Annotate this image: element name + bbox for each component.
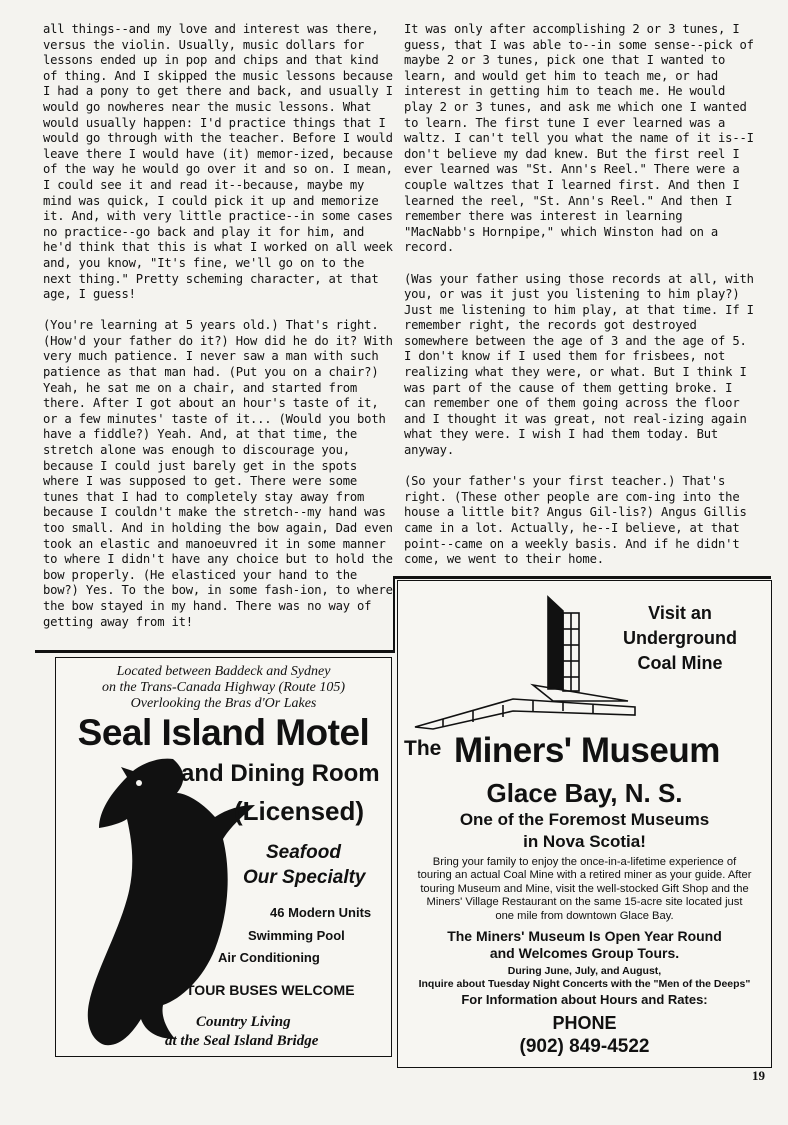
motel-seafood: Seafood <box>266 842 341 863</box>
motel-name: Seal Island Motel <box>77 712 370 753</box>
visit-coal-mine-text <box>605 601 755 676</box>
motel-specialty: Our Specialty <box>243 867 366 888</box>
motel-location <box>56 664 391 712</box>
museum-phone-label: PHONE <box>552 1013 617 1033</box>
museum-the: The <box>404 737 442 760</box>
motel-licensed: (Licensed) <box>234 796 365 826</box>
visit-line: Underground <box>623 628 737 648</box>
page-number: 19 <box>752 1068 765 1083</box>
museum-description: Bring your family to enjoy the once-in-a-lifetime experience of touring an actual Coal Mine with a retired miner as your guide. After touring Museum and Mine, visit the well-stocked Gift Shop and the Miners' Village Restaurant on the same 15-acre site located just one mile from downtown Glace Bay. <box>417 856 752 922</box>
concert-line: Inquire about Tuesday Night Concerts with the "Men of the Deeps" <box>418 978 751 990</box>
column-divider-rule <box>393 577 395 652</box>
article-paragraph: (You're learning at 5 years old.) That's right. (How'd your father do it?) How did he do it? With very much patience. I never saw a man with such patience as that man had. (Put you on a chair?) Yeah, he sat me on a chair, and started from there. After I got about an hour's taste of it, or a few minutes' taste of it... (Would you both have a fiddle?) Yeah. And, at that time, the stretch alone was enough to discourage you, because I could just barely get in the spots where I was supposed to get. There were some tunes that I had to completely stay away from because I couldn't make the stretch--my hand was too small. And in holding the bow again, Dad even took an elastic and manoeuvred it in some manner to where I didn't have any choice but to hold the bow properly. (He elasticed your hand to the bow?) Yes. To the bow, in some fash-ion, to where the bow stayed in my hand. There was no way of getting away from it! <box>43 318 393 629</box>
museum-open-year-round <box>398 928 771 962</box>
museum-summer-concerts <box>398 965 771 991</box>
visit-line: Visit an <box>648 603 712 623</box>
horizontal-rule-left <box>35 650 395 653</box>
article-paragraph: all things--and my love and interest was there, versus the violin. Usually, music dollars for lessons ended up in pop and chips and that kind of thing. And I skipped the music lessons because I had a pony to get there and back, and usually I would go nowheres near the music lessons. What would usually happen: I'd practice things that I would go through with the teacher. Before I would leave there I would have (it) memor-ized, because of the way he would go over it and so on. I mean, I could see it and read it--because, maybe my mind was quick, I could pick it up and memorize it. And, with very little practice--in some cases no practice--go back and play it for him, and he'd think that this is what I worked on all week and, you know, "It's fine, we'll go on to the next thing." Pretty scheming character, at that age, I guess! <box>43 22 393 302</box>
concert-line: During June, July, and August, <box>507 965 662 977</box>
open-line: and Welcomes Group Tours. <box>489 945 680 961</box>
motel-location-line: Located between Baddeck and Sydney <box>116 664 331 679</box>
motel-location-line: Overlooking the Bras d'Or Lakes <box>130 696 317 711</box>
tagline-line: One of the Foremost Museums <box>459 810 710 829</box>
seal-eye <box>136 780 142 786</box>
museum-tagline <box>398 809 771 853</box>
motel-advertisement <box>55 657 392 1057</box>
motel-air-conditioning: Air Conditioning <box>218 950 320 965</box>
motel-tour-buses: TOUR BUSES WELCOME <box>186 982 355 998</box>
article-paragraph: (Was your father using those records at all, with you, or was it just you listening to him play?) Just me listening to him play, at that time. If I remember right, the records got destroyed somewhere between the age of 3 and the age of 5. I don't know if I used them for frisbees, not realizing what they were, or what. But I think I was part of the cause of them getting broke. I can remember one of them going across the floor and I thought it was great, not real-izing again what they were. I wish I had them today. But anyway. <box>404 271 754 458</box>
motel-dining-room: and Dining Room <box>181 760 380 787</box>
museum-name: Miners' Museum <box>454 731 720 770</box>
article-paragraph: (So your father's your first teacher.) That's right. (These other people are com-ing into the house a little bit? Angus Gil-lis?) Angus Gillis came in a lot. Actually, he--I believe, at that point--came on a weekly basis. And if he didn't come, we went to their home. <box>404 474 747 567</box>
open-line: The Miners' Museum Is Open Year Round <box>447 928 722 944</box>
museum-phone-number: (902) 849-4522 <box>519 1036 650 1057</box>
motel-country-living: Country Living <box>196 1014 291 1030</box>
motel-bridge: at the Seal Island Bridge <box>165 1033 319 1049</box>
article-paragraph: It was only after accomplishing 2 or 3 tunes, I guess, that I was able to--in some sense--pick of maybe 2 or 3 tunes, pick one that I wanted to learn, and would get him to teach me, or had interest in getting him to teach me. He would play 2 or 3 tunes, and ask me which one I wanted to learn. The first tune I ever learned was a waltz. I can't tell you what the name of it is--I don't believe my dad knew. But the first reel I ever learned was "St. Ann's Reel." There were a couple waltzes that I learned first. And then I learned the reel, "St. Ann's Reel." And then I remember there was interest in learning "MacNabb's Hornpipe," which Winston had on a record. <box>404 22 754 255</box>
museum-info-line: For Information about Hours and Rates: <box>461 992 708 1007</box>
horizontal-rule-right <box>393 576 771 579</box>
motel-pool: Swimming Pool <box>248 928 345 943</box>
tagline-line: in Nova Scotia! <box>523 832 646 851</box>
article-column-left <box>43 22 393 646</box>
museum-location: Glace Bay, N. S. <box>486 778 683 808</box>
article-column-right <box>404 22 754 583</box>
seal-illustration <box>81 753 256 1048</box>
motel-units: 46 Modern Units <box>270 905 372 920</box>
museum-advertisement <box>397 580 772 1068</box>
visit-line: Coal Mine <box>637 653 723 673</box>
motel-location-line: on the Trans-Canada Highway (Route 105) <box>101 680 346 695</box>
